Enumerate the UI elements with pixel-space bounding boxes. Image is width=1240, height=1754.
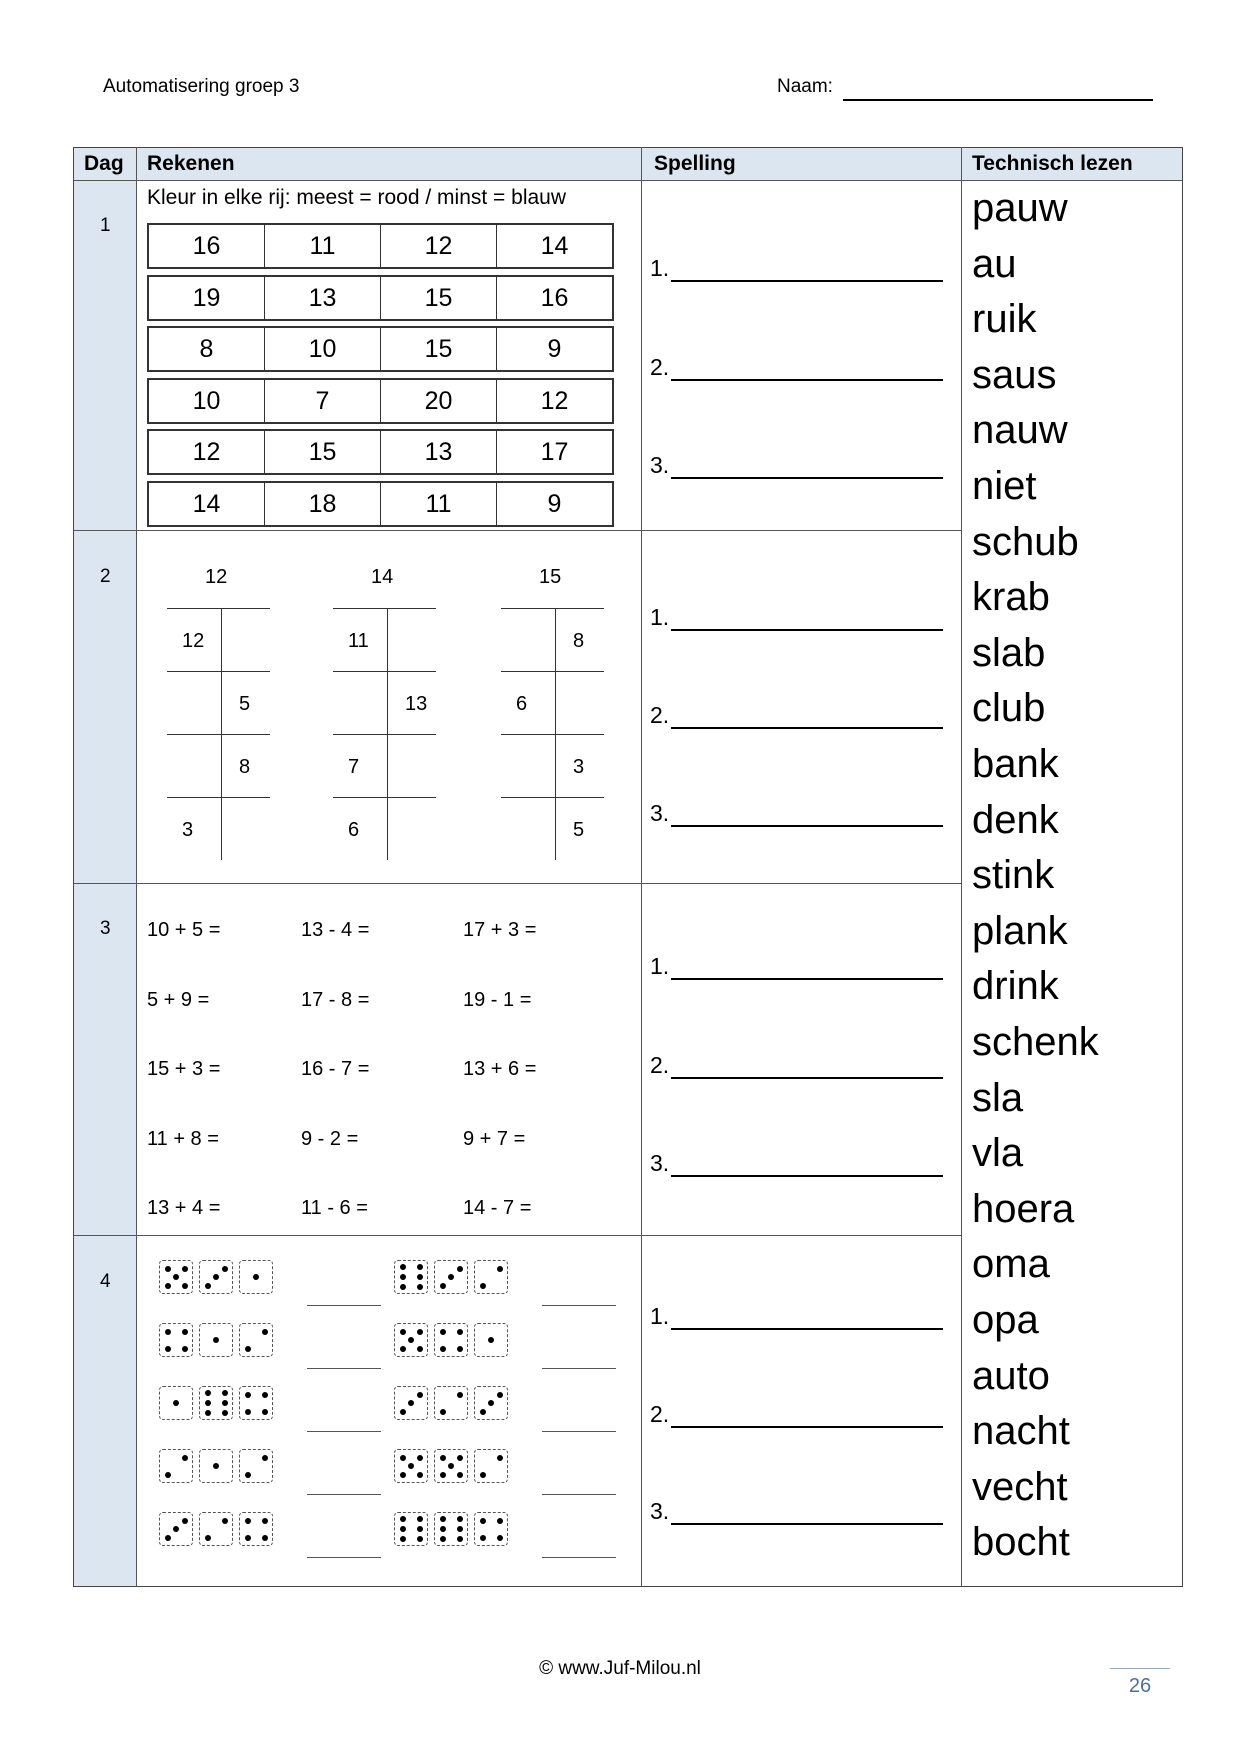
die-pip [182,1329,188,1335]
die-pip [205,1400,211,1406]
die-5 [159,1260,193,1294]
answer-blank[interactable] [542,1557,616,1558]
die-pip [417,1392,423,1398]
reading-word: nauw [972,408,1068,453]
die-2 [239,1323,273,1357]
die-pip [417,1536,423,1542]
die-pip [262,1409,268,1415]
spelling-line[interactable] [650,354,943,381]
die-pip [448,1463,454,1469]
die-4 [239,1512,273,1546]
reading-word: sla [972,1075,1024,1120]
die-pip [205,1410,211,1416]
die-pip [165,1346,171,1352]
die-3 [199,1260,233,1294]
die-pip [457,1266,463,1272]
split-cell[interactable]: 3 [182,819,194,841]
number-cell[interactable]: 13 [265,277,381,319]
spelling-line[interactable] [650,1052,943,1079]
number-cell[interactable]: 9 [547,335,562,363]
day-number: 2 [100,566,111,587]
die-pip [400,1329,406,1335]
die-pip [400,1274,406,1280]
die-pip [417,1329,423,1335]
die-pip [440,1516,446,1522]
row-divider-1 [73,530,962,531]
split-row-line [501,608,604,609]
split-row-line [333,608,436,609]
die-pip [417,1284,423,1290]
sum[interactable]: 16 - 7 = [301,1058,370,1080]
die-pip [408,1337,414,1343]
number-cell[interactable]: 10 [149,380,265,422]
die-pip [222,1518,228,1524]
number-row [147,378,614,424]
answer-blank[interactable] [307,1494,381,1495]
die-pip [440,1329,446,1335]
number-cell[interactable]: 16 [149,225,265,267]
die-pip [165,1472,171,1478]
die-pip [213,1463,219,1469]
die-4 [159,1323,193,1357]
sum[interactable]: 9 + 7 = [463,1127,526,1150]
day-number: 1 [100,215,111,236]
number-row [147,481,614,527]
die-5 [434,1449,468,1483]
die-pip [480,1409,486,1415]
die-3 [159,1512,193,1546]
name-field-line[interactable] [843,99,1153,101]
die-pip [440,1409,446,1415]
die-pip [205,1535,211,1541]
split-cell[interactable]: 8 [573,630,585,652]
split-row-line [167,671,270,672]
spelling-line[interactable] [650,1150,943,1177]
answer-blank[interactable] [307,1368,381,1369]
number-cell[interactable]: 7 [265,380,381,422]
die-pip [408,1463,414,1469]
spelling-line[interactable] [650,604,943,631]
reading-word: vecht [972,1464,1068,1509]
number-cell[interactable]: 12 [149,431,265,473]
die-pip [457,1516,463,1522]
answer-blank[interactable] [307,1557,381,1558]
die-4 [434,1323,468,1357]
sum[interactable]: 9 - 2 = [301,1127,359,1150]
spelling-line[interactable] [650,800,943,827]
day-number: 4 [100,1271,111,1292]
spelling-answer-line[interactable] [671,1151,943,1177]
die-pip [400,1409,406,1415]
die-pip [262,1455,268,1461]
die-6 [199,1386,233,1420]
die-pip [400,1284,406,1290]
number-cell[interactable]: 17 [540,438,569,466]
col-divider-1 [136,147,137,1587]
number-cell[interactable]: 14 [149,483,265,525]
number-cell[interactable]: 10 [265,328,381,370]
number-cell[interactable]: 15 [381,328,497,370]
die-pip [440,1455,446,1461]
die-5 [394,1449,428,1483]
reading-word: schub [972,519,1079,564]
die-pip [182,1346,188,1352]
col-header-spelling: Spelling [654,152,736,175]
split-cell[interactable]: 6 [516,693,528,715]
die-6 [434,1512,468,1546]
die-4 [474,1512,508,1546]
split-cell[interactable]: 13 [405,693,428,715]
spelling-number: 1. [650,604,670,630]
die-6 [394,1512,428,1546]
spelling-answer-line[interactable] [671,801,943,827]
number-cell[interactable]: 8 [149,328,265,370]
die-4 [239,1386,273,1420]
die-pip [165,1266,171,1272]
col-header-dag: Dag [84,152,124,175]
split-cell[interactable]: 5 [239,693,251,715]
footer-copyright: © www.Juf-Milou.nl [539,1658,701,1679]
split-center-line [221,608,222,860]
die-pip [400,1264,406,1270]
col-divider-3 [961,147,962,1587]
number-cell[interactable]: 15 [265,431,381,473]
row-divider-2 [73,883,962,884]
sum[interactable]: 13 + 6 = [463,1058,537,1080]
split-center-line [387,608,388,860]
sum[interactable]: 11 - 6 = [301,1197,368,1219]
die-pip [457,1472,463,1478]
die-pip [245,1518,251,1524]
answer-blank[interactable] [542,1305,616,1306]
reading-word: opa [972,1298,1039,1342]
die-pip [417,1526,423,1532]
reading-word: vla [972,1131,1024,1176]
die-pip [173,1274,179,1280]
die-pip [165,1535,171,1541]
split-top-number: 15 [539,566,562,588]
die-1 [239,1260,273,1294]
spelling-answer-line[interactable] [671,1499,943,1525]
die-pip [497,1266,503,1272]
sum[interactable]: 5 + 9 = [147,988,210,1011]
die-pip [417,1516,423,1522]
number-cell[interactable]: 18 [265,483,381,525]
number-cell[interactable]: 13 [381,431,497,473]
name-label: Naam: [777,76,833,97]
die-pip [400,1346,406,1352]
spelling-answer-line[interactable] [671,954,943,980]
split-row-line [167,734,270,735]
die-pip [245,1535,251,1541]
die-pip [417,1264,423,1270]
day1-instruction: Kleur in elke rij: meest = rood / minst = blauw [147,186,567,209]
spelling-answer-line[interactable] [671,256,943,282]
spelling-number: 3. [650,1150,670,1176]
split-row-line [501,797,604,798]
die-pip [222,1266,228,1272]
split-row-line [167,797,270,798]
split-top-number: 12 [205,566,228,588]
spelling-line[interactable] [650,1498,943,1525]
col-header-lezen: Technisch lezen [972,152,1133,175]
number-cell[interactable]: 11 [381,483,497,525]
die-pip [165,1329,171,1335]
row-divider-3 [73,1235,962,1236]
spelling-answer-line[interactable] [671,1304,943,1330]
reading-word: stink [972,853,1055,898]
spelling-number: 2. [650,1052,670,1078]
reading-word: nacht [972,1409,1070,1454]
die-pip [213,1337,219,1343]
spelling-answer-line[interactable] [671,1402,943,1428]
number-cell[interactable]: 16 [540,283,569,312]
spelling-number: 1. [650,1303,670,1329]
die-pip [440,1346,446,1352]
die-pip [440,1472,446,1478]
die-pip [262,1392,268,1398]
number-cell[interactable]: 11 [265,225,381,267]
die-6 [394,1260,428,1294]
die-pip [400,1455,406,1461]
die-pip [245,1346,251,1352]
spelling-line[interactable] [650,255,943,282]
die-2 [434,1386,468,1420]
die-pip [245,1409,251,1415]
reading-word: drink [972,964,1059,1009]
die-pip [448,1274,454,1280]
split-row-line [501,734,604,735]
die-pip [417,1274,423,1280]
die-3 [434,1260,468,1294]
spelling-line[interactable] [650,1303,943,1330]
answer-blank[interactable] [307,1431,381,1432]
die-pip [222,1410,228,1416]
die-2 [474,1449,508,1483]
header-divider [73,180,1183,181]
die-pip [457,1536,463,1542]
die-pip [400,1526,406,1532]
die-pip [417,1472,423,1478]
die-3 [474,1386,508,1420]
reading-word: auto [972,1353,1050,1398]
spelling-answer-line[interactable] [671,355,943,381]
number-cell[interactable]: 9 [547,489,562,518]
col-divider-2 [641,147,642,1587]
reading-word: hoera [972,1186,1075,1231]
die-1 [474,1323,508,1357]
spelling-answer-line[interactable] [671,1053,943,1079]
die-2 [474,1260,508,1294]
die-1 [199,1323,233,1357]
number-row [147,223,614,269]
die-pip [400,1516,406,1522]
spelling-number: 3. [650,452,670,478]
die-5 [394,1323,428,1357]
die-pip [440,1536,446,1542]
die-pip [262,1329,268,1335]
number-cell[interactable]: 19 [149,277,265,319]
die-pip [165,1283,171,1289]
number-cell[interactable]: 12 [540,386,569,415]
sum[interactable]: 10 + 5 = [147,919,221,941]
die-3 [394,1386,428,1420]
reading-word: au [972,241,1017,286]
reading-word: denk [972,797,1059,842]
die-pip [488,1337,494,1343]
split-top-number: 14 [371,566,394,588]
die-pip [182,1455,188,1461]
die-pip [457,1392,463,1398]
reading-word: oma [972,1242,1050,1287]
number-row [147,326,614,372]
split-center-line [555,608,556,860]
die-pip [497,1535,503,1541]
col-header-rekenen: Rekenen [147,152,235,175]
answer-blank[interactable] [542,1368,616,1369]
reading-word: niet [972,464,1037,508]
number-row [147,275,614,321]
number-cell[interactable]: 15 [381,277,497,319]
sum[interactable]: 14 - 7 = [463,1197,532,1219]
split-cell[interactable]: 3 [573,756,585,778]
spelling-line[interactable] [650,452,943,479]
die-pip [457,1526,463,1532]
die-pip [253,1274,259,1280]
reading-word: club [972,686,1046,731]
answer-blank[interactable] [542,1431,616,1432]
split-cell[interactable]: 8 [239,756,251,778]
die-pip [417,1455,423,1461]
number-cell[interactable]: 14 [540,232,569,260]
die-2 [159,1449,193,1483]
day-number: 3 [100,918,111,939]
split-row-line [333,734,436,735]
die-pip [480,1283,486,1289]
sum[interactable]: 17 - 8 = [301,988,370,1011]
die-pip [417,1346,423,1352]
die-2 [239,1449,273,1483]
reading-word: krab [972,575,1050,620]
reading-word: slab [972,630,1046,675]
die-pip [480,1472,486,1478]
number-cell[interactable]: 12 [381,225,497,267]
page-number: 26 [1110,1668,1170,1698]
die-pip [408,1400,414,1406]
die-pip [262,1518,268,1524]
split-row-line [167,608,270,609]
spelling-number: 3. [650,1498,670,1524]
split-row-line [333,797,436,798]
sum[interactable]: 17 + 3 = [463,919,537,941]
die-pip [182,1518,188,1524]
die-pip [205,1390,211,1396]
reading-word: pauw [972,186,1068,230]
worksheet-title: Automatisering groep 3 [103,76,300,97]
die-pip [457,1329,463,1335]
die-2 [199,1512,233,1546]
die-pip [400,1472,406,1478]
die-pip [222,1390,228,1396]
die-pip [222,1400,228,1406]
split-cell[interactable]: 7 [348,756,360,778]
split-row-line [501,671,604,672]
spelling-number: 3. [650,800,670,826]
answer-blank[interactable] [542,1494,616,1495]
sum[interactable]: 15 + 3 = [147,1058,221,1080]
sum[interactable]: 13 - 4 = [301,919,370,941]
die-pip [440,1283,446,1289]
spelling-line[interactable] [650,702,943,729]
die-pip [497,1518,503,1524]
answer-blank[interactable] [307,1305,381,1306]
spelling-number: 2. [650,354,670,380]
die-pip [262,1535,268,1541]
spelling-line[interactable] [650,953,943,980]
spelling-number: 2. [650,1401,670,1427]
die-pip [488,1400,494,1406]
die-pip [480,1518,486,1524]
die-pip [182,1283,188,1289]
reading-word: ruik [972,297,1037,342]
reading-word: plank [972,908,1068,953]
die-pip [213,1274,219,1280]
spelling-answer-line[interactable] [671,703,943,729]
reading-word: schenk [972,1020,1099,1064]
die-pip [173,1526,179,1532]
sum[interactable]: 13 + 4 = [147,1197,221,1219]
spelling-answer-line[interactable] [671,453,943,479]
spelling-answer-line[interactable] [671,605,943,631]
spelling-line[interactable] [650,1401,943,1428]
die-1 [159,1386,193,1420]
split-cell[interactable]: 6 [348,819,360,841]
die-pip [497,1455,503,1461]
die-pip [440,1526,446,1532]
die-pip [480,1535,486,1541]
reading-word: bocht [972,1520,1070,1565]
reading-word: saus [972,352,1057,397]
reading-word: bank [972,742,1059,786]
die-pip [245,1472,251,1478]
split-row-line [333,671,436,672]
die-pip [457,1346,463,1352]
die-pip [245,1392,251,1398]
split-cell[interactable]: 12 [182,630,205,652]
spelling-number: 1. [650,953,670,979]
sum[interactable]: 11 + 8 = [147,1127,219,1150]
split-cell[interactable]: 5 [573,819,585,841]
spelling-number: 2. [650,702,670,728]
die-pip [457,1455,463,1461]
die-pip [182,1266,188,1272]
sum[interactable]: 19 - 1 = [463,988,532,1011]
spelling-number: 1. [650,255,670,281]
die-pip [497,1392,503,1398]
number-cell[interactable]: 20 [381,380,497,422]
die-pip [400,1536,406,1542]
die-pip [173,1400,179,1406]
number-row [147,429,614,475]
die-pip [205,1283,211,1289]
split-cell[interactable]: 11 [348,630,369,652]
die-1 [199,1449,233,1483]
